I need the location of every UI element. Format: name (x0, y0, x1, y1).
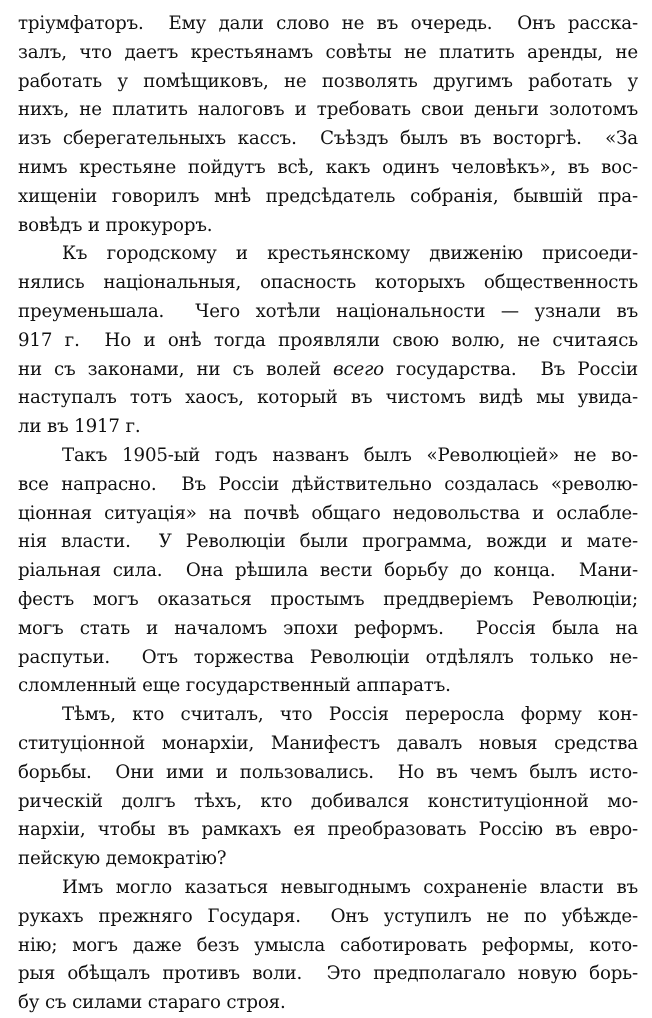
line-text: тріумфаторъ. Ему дали слово не въ очередь. Онъ расска- (18, 13, 638, 34)
line-text: ріальная сила. Она рѣшила вести борьбу до конца. Мани- (18, 560, 638, 582)
text-line (18, 183, 638, 212)
document-page (18, 10, 638, 1018)
line-text: нихъ, не платить налоговъ и требовать свои деньги золотомъ (18, 99, 638, 121)
line-text: могъ стать и началомъ эпохи реформъ. Россія была на (18, 617, 638, 639)
text-line (18, 154, 638, 183)
text-body (18, 10, 638, 1018)
text-line (18, 442, 638, 471)
text-line (18, 615, 638, 644)
line-text: вовѣдъ и прокуроръ. (18, 214, 213, 236)
line-text: нялись національныя, опасность которыхъ общественность (18, 272, 638, 294)
text-line (18, 269, 638, 298)
line-text: Къ городскому и крестьянскому движенію присоеди- (62, 243, 638, 265)
text-line (18, 96, 638, 125)
line-text: преуменьшала. Чего хотѣли національности — узнали въ (18, 300, 638, 322)
line-text: залъ, что даетъ крестьянамъ совѣты не платить аренды, не (18, 41, 638, 63)
text-line (18, 730, 638, 759)
line-text: пейскую демократію? (18, 848, 227, 870)
text-line (18, 356, 638, 385)
line-text: нархіи, чтобы въ рамкахъ ея преобразовать Россію въ евро- (18, 819, 638, 841)
line-text: все напрасно. Въ Россіи дѣйствительно создалась «револю- (18, 473, 638, 495)
line-text: работать у помѣщиковъ, не позволять другимъ работать у (18, 70, 638, 92)
line-text-italic: всего (333, 358, 384, 380)
line-text: Имъ могло казаться невыгоднымъ сохраненіе власти въ (62, 876, 638, 898)
text-line (18, 960, 638, 989)
line-text: ціонная ситуація» на почвѣ общаго недовольства и ослабле- (18, 502, 638, 524)
text-line (18, 644, 638, 673)
text-line (18, 212, 638, 241)
line-text: ли въ 1917 г. (18, 416, 141, 438)
line-text: ни съ законами, ни съ волей (18, 358, 334, 380)
text-line (18, 903, 638, 932)
text-line (18, 874, 638, 903)
text-line (18, 413, 638, 442)
line-text: нію; могъ даже безъ умысла саботировать реформы, кото- (18, 934, 638, 956)
line-text: борьбы. Они ими и пользовались. Но въ чемъ былъ исто- (18, 761, 638, 783)
text-line (18, 68, 638, 97)
text-line (18, 845, 638, 874)
text-line (18, 586, 638, 615)
line-text: рукахъ прежняго Государя. Онъ уступилъ не по убѣжде- (18, 905, 638, 927)
text-line (18, 384, 638, 413)
text-line (18, 471, 638, 500)
line-text: изъ сберегательныхъ кассъ. Съѣздъ былъ въ восторгѣ. «За (18, 128, 638, 150)
text-line (18, 557, 638, 586)
line-text: ституціонной монархіи, Манифестъ давалъ новыя средства (18, 732, 638, 754)
line-text: хищеніи говорилъ мнѣ предсѣдатель собранія, бывшій пра- (18, 185, 638, 207)
text-line (18, 500, 638, 529)
line-text: рическій долгъ тѣхъ, кто добивался конституціонной мо- (18, 790, 638, 812)
text-line (18, 10, 638, 39)
text-line (18, 759, 638, 788)
line-text: распутьи. Отъ торжества Революціи отдѣлялъ только не- (18, 646, 638, 668)
text-line (18, 528, 638, 557)
text-line (18, 240, 638, 269)
text-line (18, 701, 638, 730)
line-text: 917 г. Но и онѣ тогда проявляли свою волю, не считаясь (18, 329, 638, 351)
line-text: сломленный еще государственный аппаратъ. (18, 675, 451, 697)
line-text-continued: государства. Въ Россіи (383, 358, 638, 380)
line-text: наступалъ тотъ хаосъ, который въ чистомъ видѣ мы увида- (18, 387, 638, 409)
line-text: Тѣмъ, кто считалъ, что Россія переросла форму кон- (62, 704, 638, 726)
text-line (18, 125, 638, 154)
line-text: нія власти. У Революціи были программа, вожди и мате- (18, 531, 638, 553)
text-line (18, 788, 638, 817)
line-text: фестъ могъ оказаться простымъ преддверіемъ Революціи; (18, 588, 638, 610)
text-line (18, 989, 638, 1018)
line-text: нимъ крестьяне пойдутъ всѣ, какъ одинъ человѣкъ», въ вос- (18, 156, 638, 178)
text-line (18, 39, 638, 68)
line-text: бу съ силами стараго строя. (18, 992, 286, 1014)
text-line (18, 672, 638, 701)
line-text: Такъ 1905-ый годъ названъ былъ «Революціей» не во- (62, 444, 638, 466)
text-line (18, 298, 638, 327)
text-line (18, 816, 638, 845)
text-line (18, 327, 638, 356)
line-text: рыя обѣщалъ противъ воли. Это предполагало новую борь- (18, 963, 638, 985)
